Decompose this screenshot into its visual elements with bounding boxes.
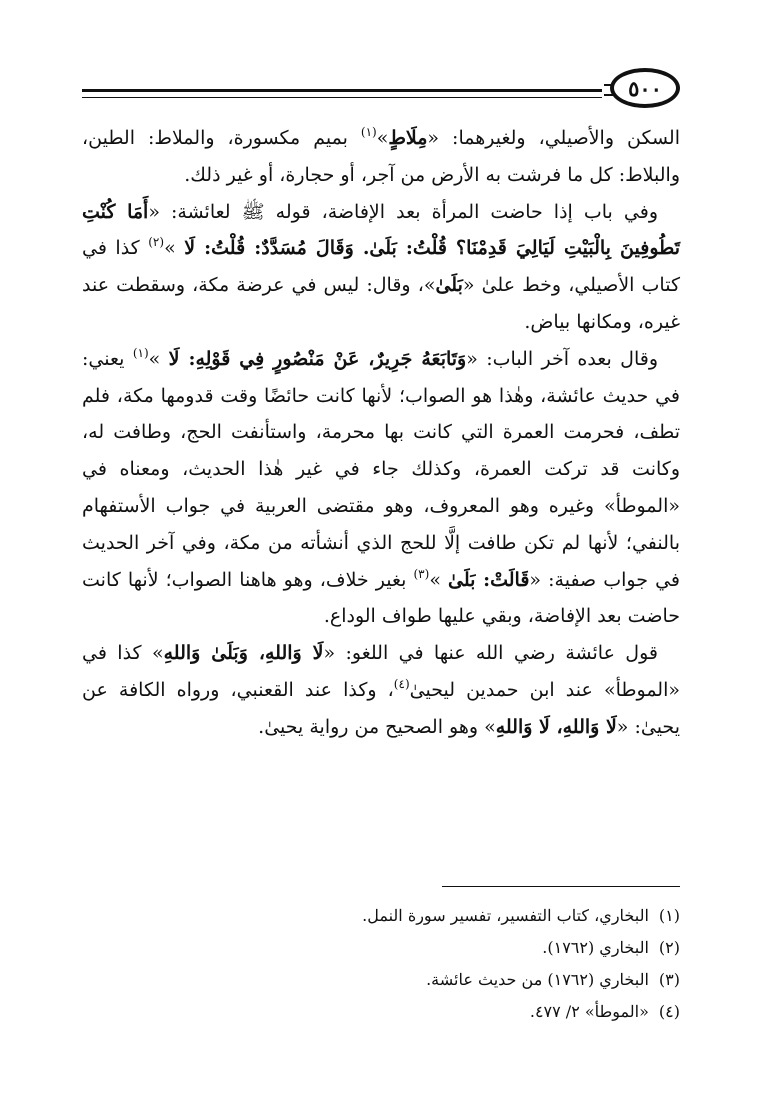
- footnote-ref: (١): [360, 125, 377, 139]
- footnote-ref: (٣): [413, 566, 430, 581]
- footnote-ref: (١): [132, 345, 149, 360]
- text-span: وفي باب إذا حاضت المرأة بعد الإفاضة، قوله ﷺ لعائشة: «: [148, 200, 659, 223]
- page-header: [82, 64, 680, 112]
- footnote-item: [82, 996, 680, 1028]
- footnote-item: [82, 900, 680, 932]
- page-number: ٥٠٠: [628, 75, 662, 101]
- page-number-badge: [610, 68, 680, 108]
- quoted-hadith: قَالَتْ: بَلَىٰ: [448, 568, 530, 591]
- footnote-item: [82, 964, 680, 996]
- main-text: [82, 120, 680, 746]
- text-span: »: [164, 237, 185, 260]
- text-span: »: [429, 568, 449, 591]
- footnote-number: (٣): [658, 970, 680, 989]
- text-span: » وهو الصحيح من رواية يحيىٰ.: [258, 715, 496, 738]
- text-span: وقال بعده آخر الباب: «: [466, 347, 658, 370]
- footnote-text: «الموطأ» ٢/ ٤٧٧.: [529, 1002, 649, 1021]
- quoted-oath: لَا وَاللهِ، لَا وَاللهِ: [495, 715, 617, 738]
- header-rule-thick: [82, 89, 602, 92]
- quoted-word: بَلَىٰ: [435, 274, 463, 297]
- paragraph-2: [82, 194, 680, 341]
- footnote-ref: (٤): [393, 676, 410, 691]
- paragraph-4: [82, 635, 680, 745]
- text-span: بغير خلاف، وهو هاهنا الصواب؛ لأنها كانت حاضت بعد الإفاضة، وبقي عليها طواف الوداع.: [82, 568, 680, 628]
- footnote-number: (٤): [658, 1002, 680, 1021]
- footnote-text: البخاري (١٧٦٢) من حديث عائشة.: [426, 970, 649, 989]
- paragraph-1: [82, 120, 680, 194]
- quoted-word: مِلَاطٍ: [388, 127, 428, 149]
- footnote-item: [82, 932, 680, 964]
- text-span: بميم مكسورة، والملاط: الطين، والبلاط: كل ما فرشت به الأرض من آجر، أو حجارة، أو غير ذلك.: [82, 127, 680, 186]
- text-span: »، وقال: ليس في عرضة مكة، وسقطت عند غيره، ومكانها بياض.: [82, 274, 680, 333]
- quoted-hadith: وَتَابَعَهُ جَرِيرٌ، عَنْ مَنْصُورٍ فِي قَوْلِهِ: لَا: [168, 347, 467, 370]
- footnotes: [82, 900, 680, 1028]
- footnote-separator: [442, 886, 680, 887]
- text-span: قول عائشة رضي الله عنها في اللغو: «: [323, 642, 659, 665]
- header-rule-thin: [82, 97, 602, 98]
- footnote-number: (٢): [658, 938, 680, 957]
- footnote-ref: (٢): [148, 235, 165, 250]
- paragraph-3: [82, 341, 680, 635]
- quoted-oath: لَا وَاللهِ، وَبَلَىٰ وَاللهِ: [163, 642, 324, 665]
- quoted-hadith: أَمَا كُنْتِ تَطُوفِينَ بِالْبَيْتِ لَيَالِيَ قَدِمْنَا؟ قُلْتُ: بَلَىٰ. وَقَالَ مُسَدَّدٌ: قُلْتُ: لَا: [82, 200, 681, 260]
- text-span: » كذا في «الموطأ» عند ابن حمدين ليحيىٰ: [82, 642, 680, 701]
- footnote-text: البخاري (١٧٦٢).: [542, 938, 649, 957]
- text-span: يعني: في حديث عائشة، وهٰذا هو الصواب؛ لأنها كانت حائضًا وقت قدومها مكة، فلم تطف، فحرمت العمرة التي كانت بها محرمة، واستأنفت الحج، وطافت له، وكانت قد تركت العمرة، وكذلك جاء في غير هٰذا الحديث، ومعناه في «الموطأ» وغيره وهو المعروف، وهو مقتضى العربية في جواب الأستفهام بالنفي؛ لأنها لم تكن طافت إلَّا للحج الذي أنشأته من مكة، وفي آخر الحديث في جواب صفية: «: [82, 347, 680, 591]
- footnote-text: البخاري، كتاب التفسير، تفسير سورة النمل.: [362, 906, 649, 925]
- text-span: »: [376, 127, 389, 149]
- text-span: كذا في كتاب الأصيلي، وخط علىٰ «: [82, 237, 680, 297]
- text-span: ، وكذا عند القعنبي، ورواه الكافة عن يحيىٰ: «: [82, 678, 680, 738]
- text-span: »: [148, 347, 169, 370]
- text-span: السكن والأصيلي، ولغيرهما: «: [427, 127, 680, 149]
- footnote-number: (١): [658, 906, 680, 925]
